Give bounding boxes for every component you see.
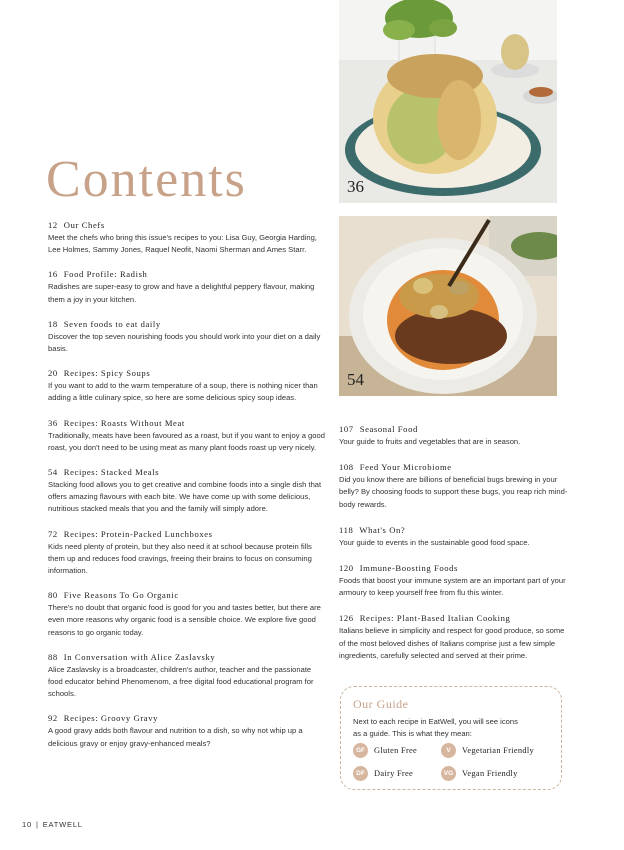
legend-item-dairy-free: [353, 766, 413, 781]
entry-title: What's On?: [359, 524, 406, 535]
photo-stacked-meal: [339, 216, 557, 396]
entry-description: Italians believe in simplicity and respect for good produce, so some of the most beloved dishes of Italians comprise just a few simple ingredients, carefully selected and served at their prime.: [339, 626, 565, 660]
entry-page-number: 120: [339, 563, 354, 574]
footer-page-number: 10: [22, 820, 32, 829]
page-footer: [22, 820, 83, 829]
entry-title: Feed Your Microbiome: [359, 462, 452, 473]
entry-page-number: 72: [48, 528, 58, 539]
entry-page-number: 18: [48, 318, 58, 329]
our-guide-box: [340, 686, 562, 790]
contents-entry[interactable]: [339, 563, 569, 599]
entry-title: Recipes: Plant-Based Italian Cooking: [359, 613, 511, 624]
contents-entry[interactable]: [339, 424, 569, 448]
entry-title: Recipes: Groovy Gravy: [63, 713, 159, 724]
contents-entry[interactable]: [48, 529, 328, 578]
entry-title: Immune-Boosting Foods: [359, 563, 459, 574]
footer-brand: EATWELL: [42, 820, 83, 829]
entry-title: Seasonal Food: [359, 424, 418, 434]
contents-entry[interactable]: [48, 652, 328, 701]
footer-separator: |: [35, 820, 39, 829]
entry-description: Kids need plenty of protein, but they also need it at school because protein fills them up and reduces food cravings, freeing their brains to focus on consuming information.: [48, 541, 312, 576]
entry-description: A good gravy adds both flavour and nutrition to a dish, so why not whip up a delicious gravy or enjoy gravy-enhanced meals?: [48, 726, 303, 748]
entry-title: Food Profile: Radish: [63, 269, 148, 280]
contents-entry[interactable]: [339, 613, 569, 662]
entry-page-number: 118: [339, 524, 354, 535]
entry-title: Recipes: Protein-Packed Lunchboxes: [63, 528, 213, 539]
contents-right-column: [339, 424, 569, 676]
contents-entry[interactable]: [48, 368, 328, 404]
stacked-meal-bowl-icon: [339, 216, 557, 396]
entry-page-number: 54: [48, 467, 58, 478]
entry-description: If you want to add to the warm temperature of a soup, there is nothing nicer than adding a little culinary spice, so here are some delicious spicy soup ideas.: [48, 381, 318, 403]
guide-title: Our Guide: [353, 697, 409, 711]
entry-description: Traditionally, meats have been favoured as a roast, but if you want to enjoy a good roast, you don't need to be using meat as many plant foods roast up very nicely.: [48, 430, 325, 452]
contents-entry[interactable]: [48, 418, 328, 454]
contents-entry[interactable]: [48, 467, 328, 516]
contents-entry[interactable]: [48, 319, 328, 355]
photo-cauliflower: [339, 0, 557, 203]
contents-entry[interactable]: [48, 590, 328, 639]
entry-title: Recipes: Stacked Meals: [63, 467, 160, 478]
contents-entry[interactable]: [339, 525, 569, 549]
contents-entry[interactable]: [48, 269, 328, 305]
roasted-cauliflower-icon: [339, 0, 557, 203]
gluten-free-icon: GF: [353, 743, 368, 758]
photo-page-number: 36: [347, 177, 364, 196]
legend-label: Dairy Free: [374, 769, 414, 778]
entry-title: Five Reasons To Go Organic: [63, 590, 179, 601]
entry-description: Discover the top seven nourishing foods you should work into your diet on a daily basis.: [48, 331, 321, 354]
entry-title: Recipes: Roasts Without Meat: [63, 417, 185, 428]
entry-description: Foods that boost your immune system are an important part of your armoury to keep yourself free from flu this winter.: [339, 576, 566, 598]
entry-page-number: 20: [48, 368, 58, 379]
entry-title: Our Chefs: [63, 220, 105, 230]
entry-page-number: 88: [48, 651, 58, 662]
entry-description: Your guide to fruits and vegetables that are in season.: [339, 437, 521, 446]
entry-description: Stacking food allows you to get creative and combine foods into a single dish that offers amazing flavours with each bite. We have come up with some delicious, nutritious stacked meals that you and the family will simply adore.: [48, 480, 322, 514]
entry-page-number: 107: [339, 424, 354, 434]
contents-entry[interactable]: [339, 462, 569, 511]
entry-title: Recipes: Spicy Soups: [63, 368, 151, 379]
entry-page-number: 12: [48, 220, 58, 230]
contents-entry[interactable]: [48, 220, 328, 256]
entry-title: In Conversation with Alice Zaslavsky: [63, 651, 216, 662]
vegetarian-icon: V: [441, 743, 456, 758]
entry-title: Seven foods to eat daily: [63, 318, 161, 329]
legend-label: Vegetarian Friendly: [462, 746, 534, 755]
legend-item-vegan: [441, 766, 518, 781]
legend-item-vegetarian: [441, 743, 534, 758]
page-title: Contents: [46, 151, 247, 208]
guide-text: Next to each recipe in EatWell, you will see icons as a guide. This is what they mean:: [353, 717, 518, 738]
legend-item-gluten-free: [353, 743, 417, 758]
entry-page-number: 80: [48, 590, 58, 601]
entry-description: Radishes are super-easy to grow and have a delightful peppery flavour, making them a joy in your kitchen.: [48, 282, 315, 304]
entry-description: There's no doubt that organic food is good for you and tastes better, but there are even more reasons why organic food is a sensible choice. We explore five good reasons to go organic today.: [48, 603, 321, 637]
photo-page-number: 54: [347, 370, 364, 389]
entry-description: Meet the chefs who bring this issue's recipes to you: Lisa Guy, Georgia Harding, Lee Holmes, Sammy Jones, Raquel Neofit, Naomi Sherman and Ames Starr.: [48, 233, 317, 255]
legend-label: Vegan Friendly: [462, 769, 518, 778]
entry-page-number: 108: [339, 462, 354, 473]
entry-description: Alice Zaslavsky is a broadcaster, children's author, teacher and the passionate food educator behind Phenomenom, a free digital food educational program for schools.: [48, 664, 314, 699]
entry-page-number: 36: [48, 417, 58, 428]
contents-left-column: [48, 220, 328, 763]
dairy-free-icon: DF: [353, 766, 368, 781]
vegan-icon: VG: [441, 766, 456, 781]
entry-page-number: 16: [48, 269, 58, 280]
legend-label: Gluten Free: [374, 746, 418, 755]
contents-entry[interactable]: [48, 713, 328, 749]
entry-description: Did you know there are billions of beneficial bugs brewing in your belly? By choosing foods to support these bugs, you reap rich mind-body rewards.: [339, 475, 568, 509]
entry-page-number: 92: [48, 713, 58, 724]
entry-description: Your guide to events in the sustainable good food space.: [339, 537, 530, 547]
entry-page-number: 126: [339, 613, 354, 624]
